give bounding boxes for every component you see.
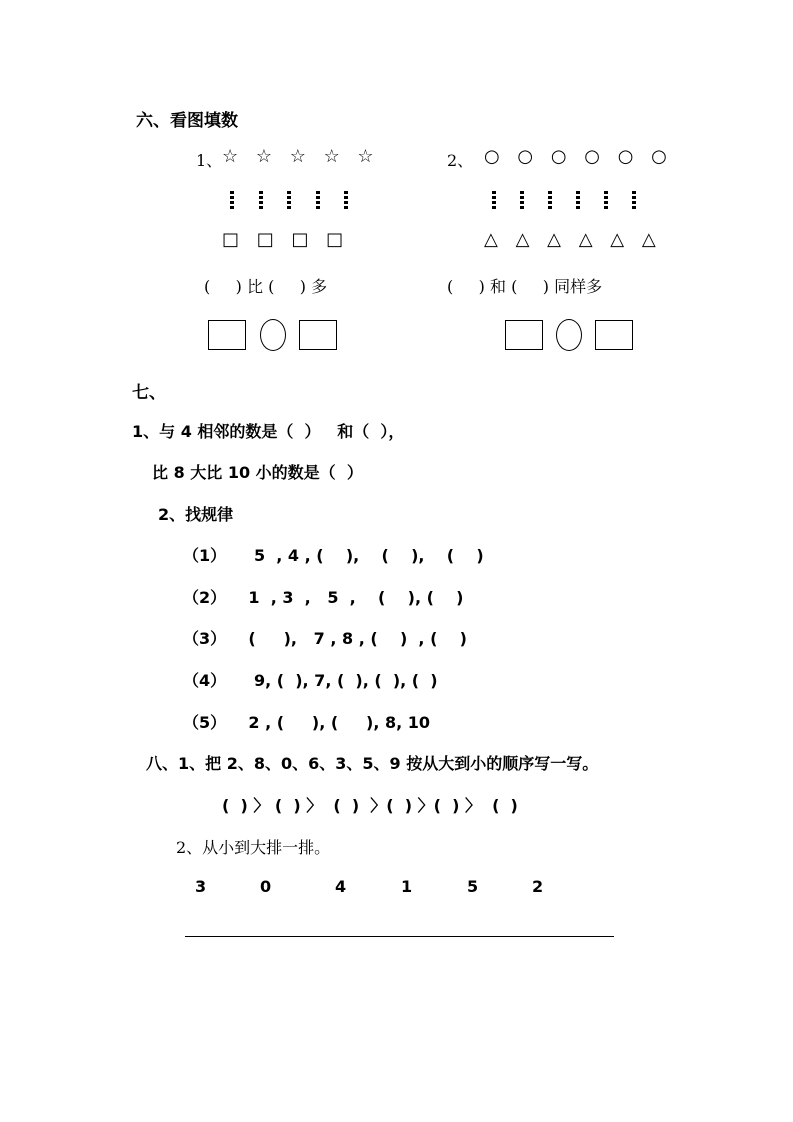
- number-item: 2: [532, 877, 544, 896]
- problem-1-label: 1、: [196, 151, 223, 170]
- dotted-connector: [344, 191, 348, 209]
- number-item: 5: [467, 877, 479, 896]
- dotted-connector: [632, 191, 636, 209]
- problem-2-label: 2、: [447, 151, 474, 170]
- descending-order-blanks: ( ) 〉 ( ) 〉 ( ) 〉( ) 〉( ) 〉 ( ): [222, 796, 518, 815]
- dotted-connector: [604, 191, 608, 209]
- answer-oval[interactable]: [260, 319, 286, 351]
- comparison-sentence-1: ( ) 比 ( ) 多: [204, 277, 328, 296]
- question-7-1b: 比 8 大比 10 小的数是（ ）: [152, 463, 363, 482]
- question-8-2: 2、从小到大排一排。: [176, 838, 331, 857]
- question-7-2-title: 2、找规律: [158, 505, 234, 524]
- triangle-row: △ △ △ △ △ △: [484, 229, 662, 250]
- star-row: ☆ ☆ ☆ ☆ ☆: [222, 146, 380, 167]
- question-7-1: 1、与 4 相邻的数是（ ） 和（ ），: [132, 422, 405, 441]
- answer-box[interactable]: [299, 320, 337, 350]
- number-item: 0: [260, 877, 272, 896]
- pattern-row: （2） 1 , 3 , 5 , ( ), ( ): [183, 588, 464, 607]
- dotted-connector: [316, 191, 320, 209]
- number-item: 3: [195, 877, 207, 896]
- dotted-connector: [520, 191, 524, 209]
- dotted-connector: [259, 191, 263, 209]
- answer-line[interactable]: [185, 936, 614, 937]
- answer-box[interactable]: [595, 320, 633, 350]
- answer-box[interactable]: [208, 320, 246, 350]
- dotted-connector: [492, 191, 496, 209]
- pattern-row: （3） ( ), 7 , 8 , ( ) , ( ): [183, 629, 467, 648]
- question-8-1: 八、1、把 2、8、0、6、3、5、9 按从大到小的顺序写一写。: [146, 754, 599, 773]
- dotted-connector: [230, 191, 234, 209]
- section-7-title: 七、: [132, 383, 166, 403]
- answer-oval[interactable]: [556, 319, 582, 351]
- dotted-connector: [287, 191, 291, 209]
- dotted-connector: [548, 191, 552, 209]
- answer-box[interactable]: [505, 320, 543, 350]
- circle-row: ○ ○ ○ ○ ○ ○: [484, 146, 673, 167]
- section-6-title: 六、看图填数: [136, 111, 238, 131]
- dotted-connector: [576, 191, 580, 209]
- number-item: 1: [401, 877, 413, 896]
- number-item: 4: [335, 877, 347, 896]
- pattern-row: （4） 9, ( ), 7, ( ), ( ), ( ): [183, 671, 438, 690]
- pattern-row: （5） 2 , ( ), ( ), 8, 10: [183, 713, 431, 732]
- square-row: □ □ □ □: [222, 229, 350, 250]
- comparison-sentence-2: ( ) 和 ( ) 同样多: [447, 277, 603, 296]
- pattern-row: （1） 5 , 4 , ( ), ( ), ( ): [183, 546, 484, 565]
